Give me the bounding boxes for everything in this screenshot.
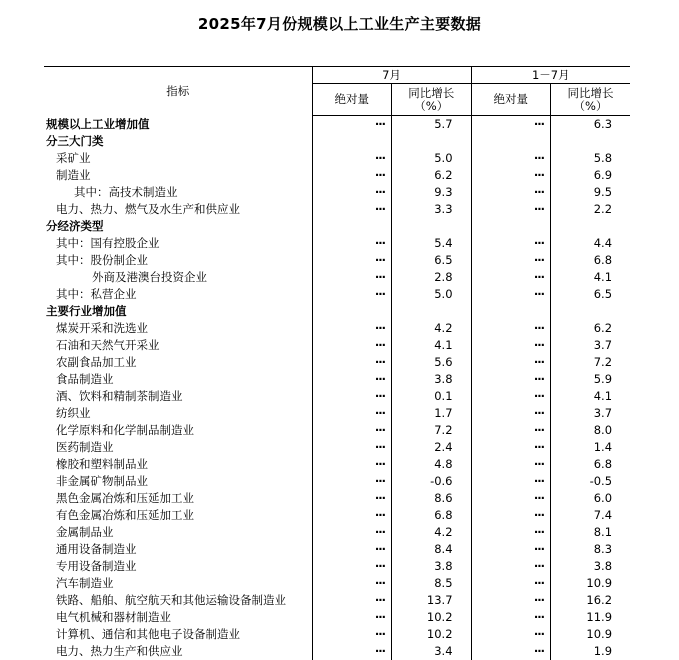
row-label: 专用设备制造业 <box>44 558 312 575</box>
cell-july-absolute: ··· <box>312 609 392 626</box>
cell-ytd-yoy: 1.9 <box>551 643 631 660</box>
cell-ytd-yoy: 10.9 <box>551 575 631 592</box>
cell-ytd-absolute: ··· <box>471 184 551 201</box>
table-row <box>44 133 630 150</box>
cell-ytd-absolute: ··· <box>471 337 551 354</box>
page-title: 2025年7月份规模以上工业生产主要数据 <box>0 13 679 34</box>
cell-july-absolute: ··· <box>312 507 392 524</box>
row-label: 分三大门类 <box>44 133 312 150</box>
cell-july-yoy: 5.6 <box>392 354 472 371</box>
table-row <box>44 201 630 218</box>
row-label: 化学原料和化学制品制造业 <box>44 422 312 439</box>
cell-july-absolute: ··· <box>312 490 392 507</box>
cell-july-absolute: ··· <box>312 405 392 422</box>
cell-ytd-absolute: ··· <box>471 167 551 184</box>
cell-ytd-yoy: 3.7 <box>551 337 631 354</box>
cell-ytd-yoy: 11.9 <box>551 609 631 626</box>
cell-ytd-yoy <box>551 133 631 150</box>
table-row <box>44 235 630 252</box>
row-label: 主要行业增加值 <box>44 303 312 320</box>
row-label: 外商及港澳台投资企业 <box>44 269 312 286</box>
cell-ytd-absolute: ··· <box>471 490 551 507</box>
cell-july-absolute: ··· <box>312 439 392 456</box>
row-label: 其中：私营企业 <box>44 286 312 303</box>
cell-ytd-yoy: 5.9 <box>551 371 631 388</box>
cell-ytd-yoy: 10.9 <box>551 626 631 643</box>
cell-july-yoy: 3.3 <box>392 201 472 218</box>
cell-ytd-yoy: 3.7 <box>551 405 631 422</box>
cell-ytd-absolute: ··· <box>471 320 551 337</box>
header-ytd-absolute: 绝对量 <box>471 84 551 116</box>
table-row <box>44 252 630 269</box>
cell-ytd-absolute: ··· <box>471 592 551 609</box>
cell-july-absolute: ··· <box>312 473 392 490</box>
table-row <box>44 456 630 473</box>
cell-ytd-yoy: 8.0 <box>551 422 631 439</box>
table-row <box>44 218 630 235</box>
cell-july-yoy: 4.2 <box>392 320 472 337</box>
cell-july-yoy: 6.8 <box>392 507 472 524</box>
table-row <box>44 303 630 320</box>
cell-ytd-yoy: -0.5 <box>551 473 631 490</box>
cell-july-absolute: ··· <box>312 558 392 575</box>
cell-ytd-absolute: ··· <box>471 473 551 490</box>
table-row <box>44 439 630 456</box>
cell-ytd-yoy: 8.3 <box>551 541 631 558</box>
row-label: 黑色金属冶炼和压延加工业 <box>44 490 312 507</box>
cell-ytd-absolute: ··· <box>471 286 551 303</box>
cell-july-yoy: 5.0 <box>392 286 472 303</box>
cell-july-absolute <box>312 303 392 320</box>
cell-ytd-yoy: 8.1 <box>551 524 631 541</box>
cell-july-yoy <box>392 303 472 320</box>
cell-ytd-absolute: ··· <box>471 150 551 167</box>
row-label: 食品制造业 <box>44 371 312 388</box>
row-label: 煤炭开采和洗选业 <box>44 320 312 337</box>
row-label: 其中：国有控股企业 <box>44 235 312 252</box>
cell-july-yoy: 3.4 <box>392 643 472 660</box>
cell-ytd-yoy: 3.8 <box>551 558 631 575</box>
row-label: 电力、热力生产和供应业 <box>44 643 312 660</box>
row-label: 金属制品业 <box>44 524 312 541</box>
cell-ytd-absolute: ··· <box>471 575 551 592</box>
row-label: 医药制造业 <box>44 439 312 456</box>
cell-july-yoy <box>392 218 472 235</box>
table-row <box>44 354 630 371</box>
table-row <box>44 592 630 609</box>
cell-july-absolute: ··· <box>312 320 392 337</box>
cell-july-yoy: 10.2 <box>392 609 472 626</box>
cell-ytd-absolute <box>471 218 551 235</box>
cell-ytd-absolute: ··· <box>471 643 551 660</box>
cell-july-absolute: ··· <box>312 626 392 643</box>
cell-ytd-yoy: 2.2 <box>551 201 631 218</box>
cell-july-yoy: 4.2 <box>392 524 472 541</box>
table-row <box>44 558 630 575</box>
cell-july-absolute: ··· <box>312 354 392 371</box>
cell-ytd-absolute: ··· <box>471 116 551 134</box>
cell-ytd-absolute: ··· <box>471 541 551 558</box>
cell-ytd-absolute: ··· <box>471 388 551 405</box>
header-ytd-yoy <box>551 84 631 116</box>
cell-july-absolute: ··· <box>312 371 392 388</box>
cell-july-yoy: 5.0 <box>392 150 472 167</box>
cell-july-yoy <box>392 133 472 150</box>
cell-july-absolute: ··· <box>312 201 392 218</box>
cell-ytd-absolute: ··· <box>471 609 551 626</box>
row-label: 橡胶和塑料制品业 <box>44 456 312 473</box>
cell-ytd-absolute: ··· <box>471 626 551 643</box>
cell-ytd-absolute: ··· <box>471 405 551 422</box>
cell-ytd-yoy: 7.2 <box>551 354 631 371</box>
cell-ytd-absolute: ··· <box>471 456 551 473</box>
table-row <box>44 116 630 134</box>
table-row <box>44 422 630 439</box>
cell-july-absolute: ··· <box>312 235 392 252</box>
cell-ytd-absolute: ··· <box>471 252 551 269</box>
cell-ytd-absolute: ··· <box>471 269 551 286</box>
table-row <box>44 405 630 422</box>
table-row <box>44 184 630 201</box>
cell-ytd-absolute: ··· <box>471 507 551 524</box>
table-row <box>44 286 630 303</box>
cell-ytd-yoy: 6.3 <box>551 116 631 134</box>
cell-ytd-yoy: 6.8 <box>551 456 631 473</box>
header-jan-july: 1－7月 <box>471 67 630 84</box>
cell-july-yoy: 2.8 <box>392 269 472 286</box>
cell-july-yoy: -0.6 <box>392 473 472 490</box>
cell-july-absolute: ··· <box>312 456 392 473</box>
row-label: 其中：高技术制造业 <box>44 184 312 201</box>
cell-july-yoy: 5.7 <box>392 116 472 134</box>
table-row <box>44 167 630 184</box>
row-label: 通用设备制造业 <box>44 541 312 558</box>
cell-ytd-absolute: ··· <box>471 201 551 218</box>
cell-ytd-absolute <box>471 133 551 150</box>
cell-july-yoy: 6.5 <box>392 252 472 269</box>
cell-july-absolute: ··· <box>312 184 392 201</box>
header-yoy-text: 同比增长 （%） <box>408 86 454 113</box>
table-row <box>44 473 630 490</box>
cell-july-yoy: 8.5 <box>392 575 472 592</box>
header-july-absolute: 绝对量 <box>312 84 392 116</box>
cell-ytd-yoy: 4.1 <box>551 388 631 405</box>
cell-july-yoy: 0.1 <box>392 388 472 405</box>
cell-july-yoy: 8.6 <box>392 490 472 507</box>
cell-july-absolute: ··· <box>312 541 392 558</box>
cell-ytd-absolute: ··· <box>471 439 551 456</box>
row-label: 计算机、通信和其他电子设备制造业 <box>44 626 312 643</box>
cell-ytd-yoy: 6.9 <box>551 167 631 184</box>
cell-july-absolute: ··· <box>312 286 392 303</box>
cell-july-yoy: 2.4 <box>392 439 472 456</box>
cell-ytd-yoy <box>551 218 631 235</box>
cell-ytd-yoy: 6.5 <box>551 286 631 303</box>
cell-july-absolute: ··· <box>312 269 392 286</box>
cell-july-absolute: ··· <box>312 116 392 134</box>
cell-ytd-absolute: ··· <box>471 354 551 371</box>
header-july-yoy <box>392 84 472 116</box>
table-body <box>44 116 630 660</box>
cell-july-absolute: ··· <box>312 422 392 439</box>
cell-july-yoy: 8.4 <box>392 541 472 558</box>
cell-july-absolute: ··· <box>312 337 392 354</box>
header-indicator: 指标 <box>44 67 312 116</box>
row-label: 分经济类型 <box>44 218 312 235</box>
row-label: 铁路、船舶、航空航天和其他运输设备制造业 <box>44 592 312 609</box>
cell-july-absolute: ··· <box>312 150 392 167</box>
cell-ytd-yoy: 1.4 <box>551 439 631 456</box>
cell-ytd-absolute: ··· <box>471 235 551 252</box>
cell-ytd-yoy: 16.2 <box>551 592 631 609</box>
cell-ytd-absolute <box>471 303 551 320</box>
cell-july-yoy: 3.8 <box>392 558 472 575</box>
cell-july-yoy: 3.8 <box>392 371 472 388</box>
industrial-data-table <box>44 66 630 660</box>
header-yoy-text: 同比增长 （%） <box>568 86 614 113</box>
cell-july-absolute: ··· <box>312 575 392 592</box>
table-row <box>44 643 630 660</box>
cell-july-yoy: 1.7 <box>392 405 472 422</box>
cell-july-absolute: ··· <box>312 252 392 269</box>
row-label: 纺织业 <box>44 405 312 422</box>
cell-july-yoy: 13.7 <box>392 592 472 609</box>
cell-ytd-yoy: 9.5 <box>551 184 631 201</box>
table-row <box>44 388 630 405</box>
row-label: 农副食品加工业 <box>44 354 312 371</box>
row-label: 石油和天然气开采业 <box>44 337 312 354</box>
cell-july-absolute: ··· <box>312 388 392 405</box>
row-label: 汽车制造业 <box>44 575 312 592</box>
table-row <box>44 337 630 354</box>
table-row <box>44 150 630 167</box>
cell-july-yoy: 9.3 <box>392 184 472 201</box>
table-row <box>44 575 630 592</box>
table-row <box>44 609 630 626</box>
row-label: 采矿业 <box>44 150 312 167</box>
cell-ytd-yoy: 4.1 <box>551 269 631 286</box>
table-row <box>44 371 630 388</box>
row-label: 电力、热力、燃气及水生产和供应业 <box>44 201 312 218</box>
cell-ytd-yoy <box>551 303 631 320</box>
row-label: 酒、饮料和精制茶制造业 <box>44 388 312 405</box>
table-row <box>44 507 630 524</box>
row-label: 制造业 <box>44 167 312 184</box>
cell-ytd-absolute: ··· <box>471 558 551 575</box>
row-label: 规模以上工业增加值 <box>44 116 312 134</box>
cell-ytd-yoy: 4.4 <box>551 235 631 252</box>
row-label: 其中：股份制企业 <box>44 252 312 269</box>
cell-july-yoy: 6.2 <box>392 167 472 184</box>
table-row <box>44 541 630 558</box>
cell-july-absolute <box>312 133 392 150</box>
cell-ytd-absolute: ··· <box>471 371 551 388</box>
table-row <box>44 490 630 507</box>
table-row <box>44 626 630 643</box>
cell-july-absolute <box>312 218 392 235</box>
row-label: 非金属矿物制品业 <box>44 473 312 490</box>
row-label: 有色金属冶炼和压延加工业 <box>44 507 312 524</box>
cell-ytd-yoy: 5.8 <box>551 150 631 167</box>
cell-july-yoy: 10.2 <box>392 626 472 643</box>
cell-ytd-yoy: 6.0 <box>551 490 631 507</box>
cell-ytd-absolute: ··· <box>471 422 551 439</box>
row-label: 电气机械和器材制造业 <box>44 609 312 626</box>
cell-ytd-yoy: 7.4 <box>551 507 631 524</box>
cell-july-yoy: 4.8 <box>392 456 472 473</box>
cell-july-yoy: 5.4 <box>392 235 472 252</box>
header-july: 7月 <box>312 67 471 84</box>
table-row <box>44 320 630 337</box>
cell-july-yoy: 4.1 <box>392 337 472 354</box>
cell-july-absolute: ··· <box>312 524 392 541</box>
cell-july-absolute: ··· <box>312 592 392 609</box>
cell-ytd-yoy: 6.2 <box>551 320 631 337</box>
cell-july-absolute: ··· <box>312 643 392 660</box>
table-row <box>44 524 630 541</box>
cell-july-yoy: 7.2 <box>392 422 472 439</box>
table-row <box>44 269 630 286</box>
cell-july-absolute: ··· <box>312 167 392 184</box>
cell-ytd-absolute: ··· <box>471 524 551 541</box>
cell-ytd-yoy: 6.8 <box>551 252 631 269</box>
